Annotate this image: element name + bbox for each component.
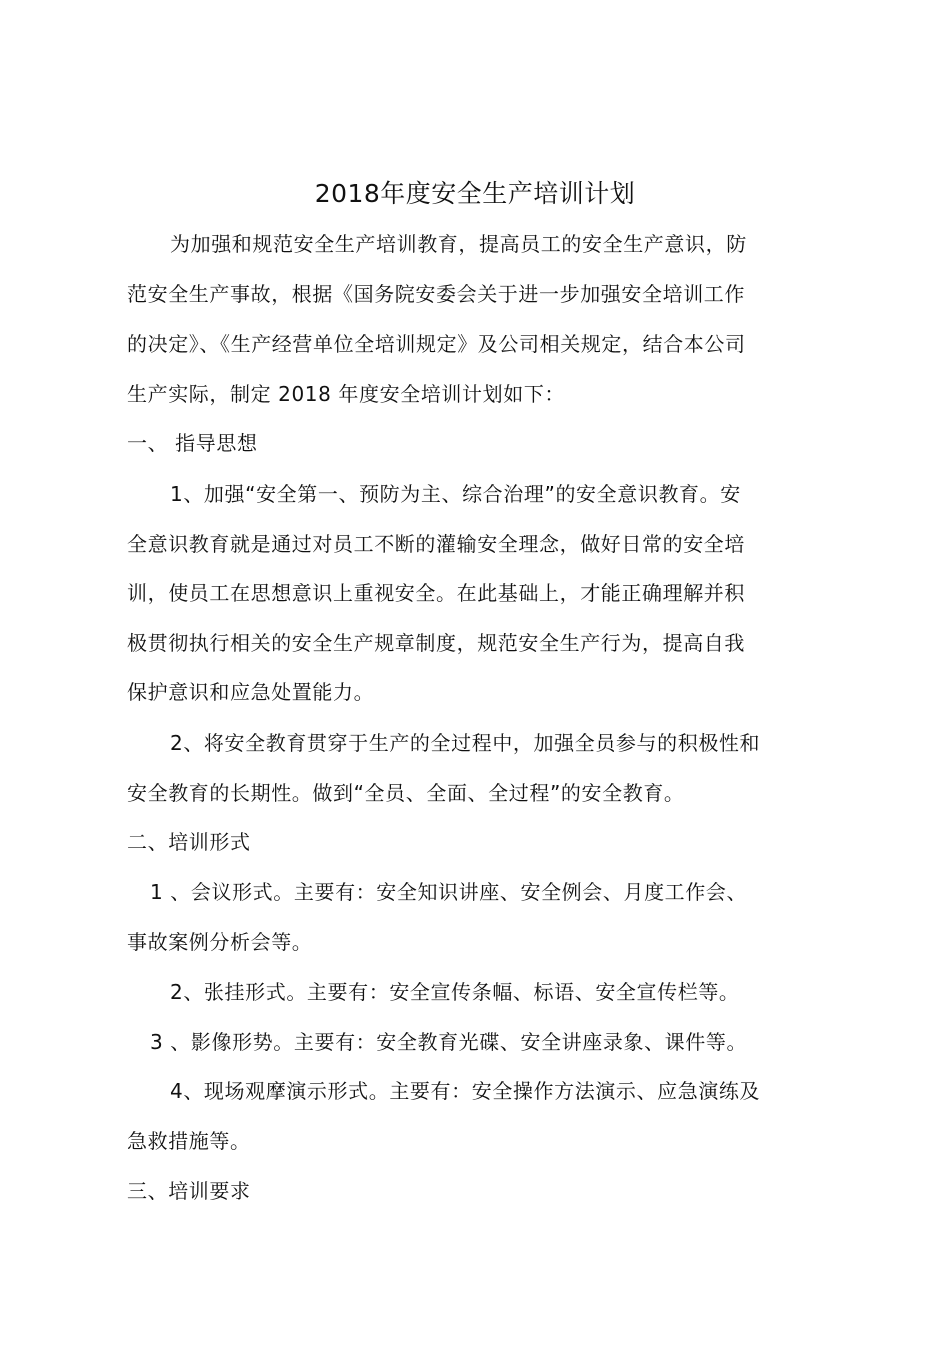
section-heading-training-forms: 二、培训形式	[127, 830, 251, 854]
section1-item2-line-2: 安全教育的长期性。做到“全员、全面、全过程”的安全教育。	[127, 781, 685, 805]
section1-item1-line-2: 全意识教育就是通过对员工不断的灌输安全理念，做好日常的安全培	[127, 532, 745, 556]
section2-item3: 3 、影像形势。主要有：安全教育光碟、安全讲座录象、课件等。	[150, 1030, 748, 1054]
section2-item2: 2、张挂形式。主要有：安全宣传条幅、标语、安全宣传栏等。	[170, 980, 740, 1004]
section1-item1-line-3: 训，使员工在思想意识上重视安全。在此基础上，才能正确理解并积	[127, 581, 745, 605]
intro-line-3: 的决定》、《生产经营单位全培训规定》及公司相关规定，结合本公司	[127, 332, 746, 356]
section1-item1-line-1: 1、加强“安全第一、预防为主、综合治理”的安全意识教育。安	[170, 482, 741, 506]
section2-item4-line-2: 急救措施等。	[127, 1129, 251, 1153]
intro-line-2: 范安全生产事故，根据《国务院安委会关于进一步加强安全培训工作	[127, 282, 745, 306]
intro-line-4: 生产实际，制定 2018 年度安全培训计划如下：	[127, 382, 566, 406]
intro-line-1: 为加强和规范安全生产培训教育，提高员工的安全生产意识，防	[170, 232, 747, 256]
section-heading-guiding-ideology: 一、 指导思想	[127, 431, 258, 455]
page-title: 2018年度安全生产培训计划	[314, 179, 636, 208]
section2-item1-line-1: 1 、会议形式。主要有：安全知识讲座、安全例会、月度工作会、	[150, 880, 748, 904]
section-heading-training-requirements: 三、培训要求	[127, 1179, 251, 1203]
section2-item1-line-2: 事故案例分析会等。	[127, 930, 313, 954]
section1-item2-line-1: 2、将安全教育贯穿于生产的全过程中，加强全员参与的积极性和	[170, 731, 761, 755]
section1-item1-line-5: 保护意识和应急处置能力。	[127, 680, 375, 704]
section2-item4-line-1: 4、现场观摩演示形式。主要有：安全操作方法演示、应急演练及	[170, 1079, 761, 1103]
section1-item1-line-4: 极贯彻执行相关的安全生产规章制度，规范安全生产行为，提高自我	[127, 631, 745, 655]
